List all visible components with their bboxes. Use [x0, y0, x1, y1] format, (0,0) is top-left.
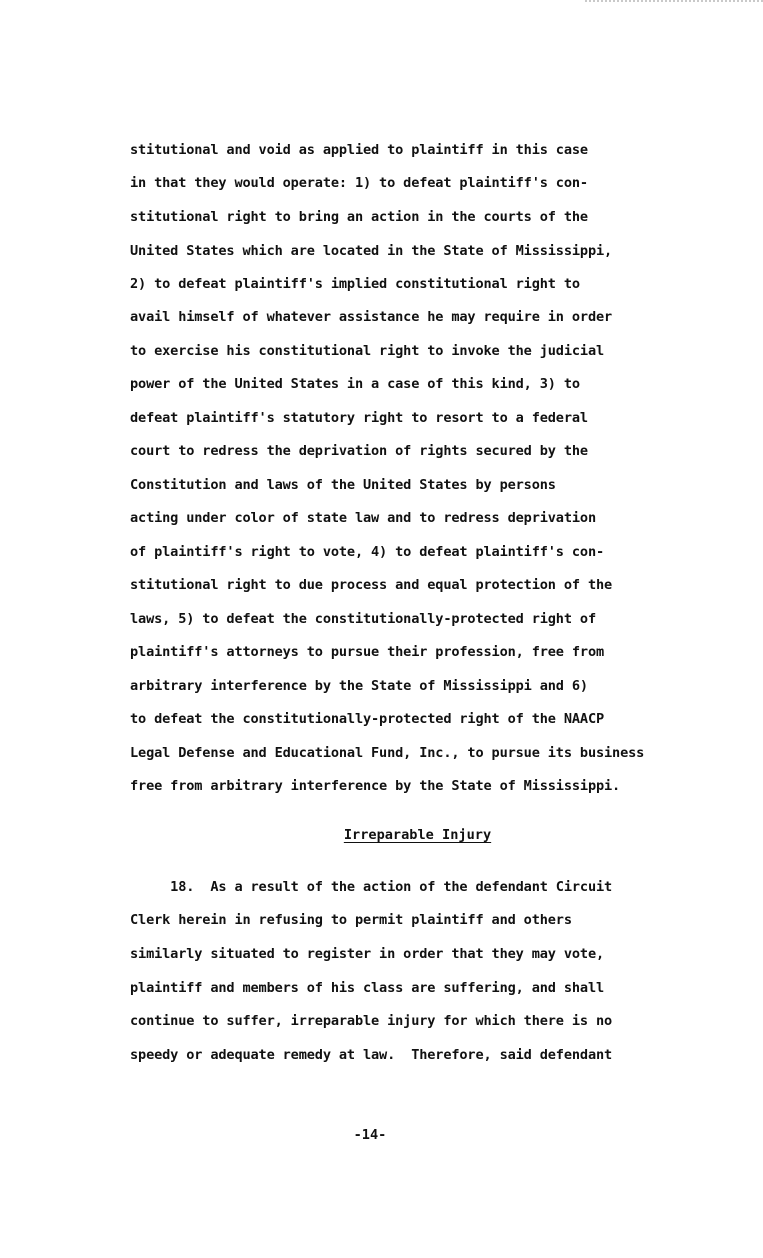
- text-line: similarly situated to register in order that they may vote,: [130, 946, 605, 962]
- text-line: defeat plaintiff's statutory right to resort to a federal: [130, 410, 588, 426]
- text-line: 2) to defeat plaintiff's implied constitutional right to: [130, 276, 580, 292]
- text-line: plaintiff and members of his class are suffering, and shall: [130, 980, 605, 996]
- page-number: -14-: [353, 1127, 387, 1143]
- text-line: stitutional right to bring an action in the courts of the: [130, 209, 588, 225]
- text-line: of plaintiff's right to vote, 4) to defeat plaintiff's con-: [130, 544, 605, 560]
- text-line: court to redress the deprivation of rights secured by the: [130, 443, 588, 459]
- text-line: Constitution and laws of the United States by persons: [130, 477, 556, 493]
- top-edge-dotted-rule: [585, 0, 763, 2]
- section-heading: Irreparable Injury: [343, 827, 492, 843]
- text-line: United States which are located in the State of Mississippi,: [130, 243, 613, 259]
- text-line: to defeat the constitutionally-protected right of the NAACP: [130, 711, 605, 727]
- text-line: stitutional right to due process and equal protection of the: [130, 577, 613, 593]
- text-line: laws, 5) to defeat the constitutionally-protected right of: [130, 611, 596, 627]
- text-line: acting under color of state law and to redress deprivation: [130, 510, 596, 526]
- text-line: stitutional and void as applied to plaintiff in this case: [130, 142, 588, 158]
- text-line: in that they would operate: 1) to defeat plaintiff's con-: [130, 175, 588, 191]
- text-line: free from arbitrary interference by the State of Mississippi.: [130, 778, 621, 794]
- text-line: arbitrary interference by the State of Mississippi and 6): [130, 678, 588, 694]
- text-line: avail himself of whatever assistance he may require in order: [130, 309, 613, 325]
- text-line: power of the United States in a case of this kind, 3) to: [130, 376, 580, 392]
- text-line: continue to suffer, irreparable injury for which there is no: [130, 1013, 613, 1029]
- text-line: 18. As a result of the action of the defendant Circuit: [130, 879, 613, 895]
- text-line: Clerk herein in refusing to permit plaintiff and others: [130, 912, 572, 928]
- text-line: speedy or adequate remedy at law. Therefore, said defendant: [130, 1047, 613, 1063]
- text-line: to exercise his constitutional right to invoke the judicial: [130, 343, 605, 359]
- text-line: plaintiff's attorneys to pursue their profession, free from: [130, 644, 605, 660]
- text-line: Legal Defense and Educational Fund, Inc., to pursue its business: [130, 745, 645, 761]
